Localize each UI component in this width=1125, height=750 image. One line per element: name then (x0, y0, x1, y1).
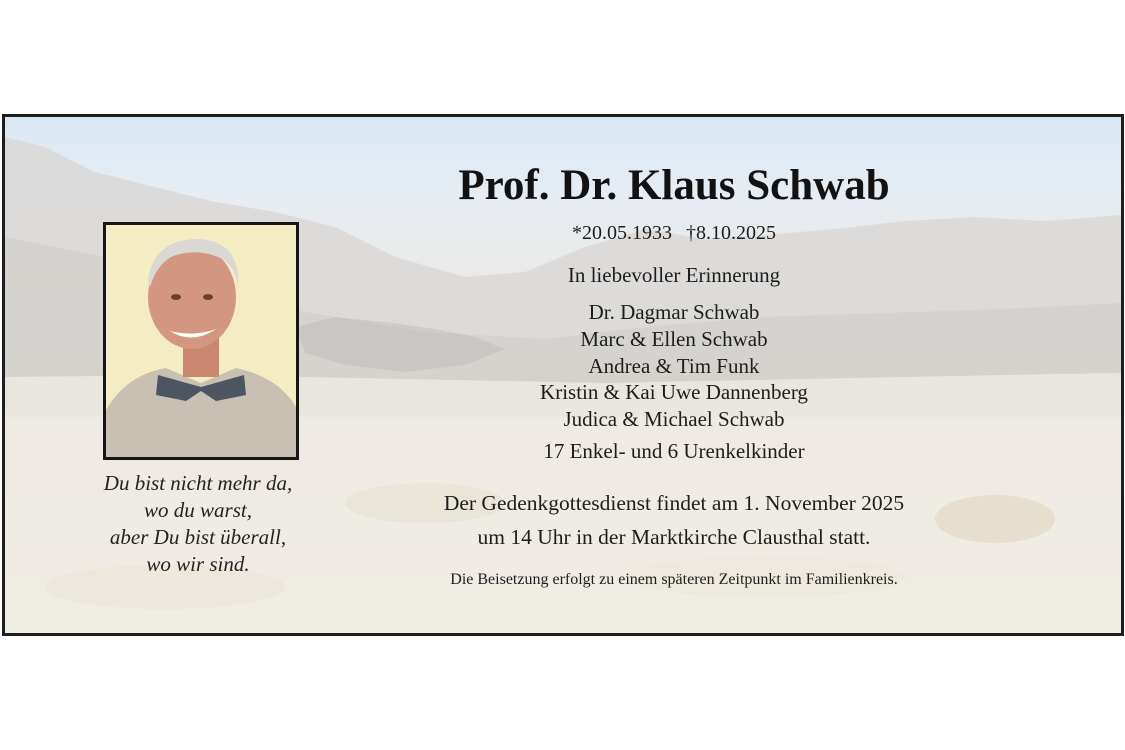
family-list (373, 299, 975, 433)
portrait-photo (103, 222, 299, 460)
family-member: Dr. Dagmar Schwab (588, 300, 760, 324)
service-line: um 14 Uhr in der Marktkirche Clausthal statt. (477, 525, 871, 549)
family-member: Kristin & Kai Uwe Dannenberg (540, 380, 808, 405)
burial-note: Die Beisetzung erfolgt zu einem späteren Zeitpunkt im Familienkreis. (450, 571, 898, 588)
deceased-name: Prof. Dr. Klaus Schwab (458, 162, 890, 209)
service-line: Der Gedenkgottesdienst findet am 1. November 2025 (443, 491, 905, 515)
memory-line: In liebevoller Erinnerung (567, 263, 781, 287)
grandchildren-line: 17 Enkel- und 6 Urenkelkinder (543, 439, 805, 463)
memorial-service-info (373, 486, 975, 554)
quote-line: wo wir sind. (146, 552, 250, 576)
family-member: Andrea & Tim Funk (588, 353, 760, 378)
family-member: Marc & Ellen Schwab (580, 326, 768, 351)
obituary-notice (2, 114, 1124, 636)
quote-line: wo du warst, (144, 498, 252, 522)
family-member: Judica & Michael Schwab (563, 407, 785, 432)
death-date: †8.10.2025 (686, 222, 776, 244)
birth-date: *20.05.1933 (572, 222, 672, 244)
life-dates (373, 220, 975, 246)
quote-line: Du bist nicht mehr da, (103, 471, 293, 495)
quote-line: aber Du bist überall, (109, 525, 287, 549)
memorial-quote (67, 470, 329, 578)
